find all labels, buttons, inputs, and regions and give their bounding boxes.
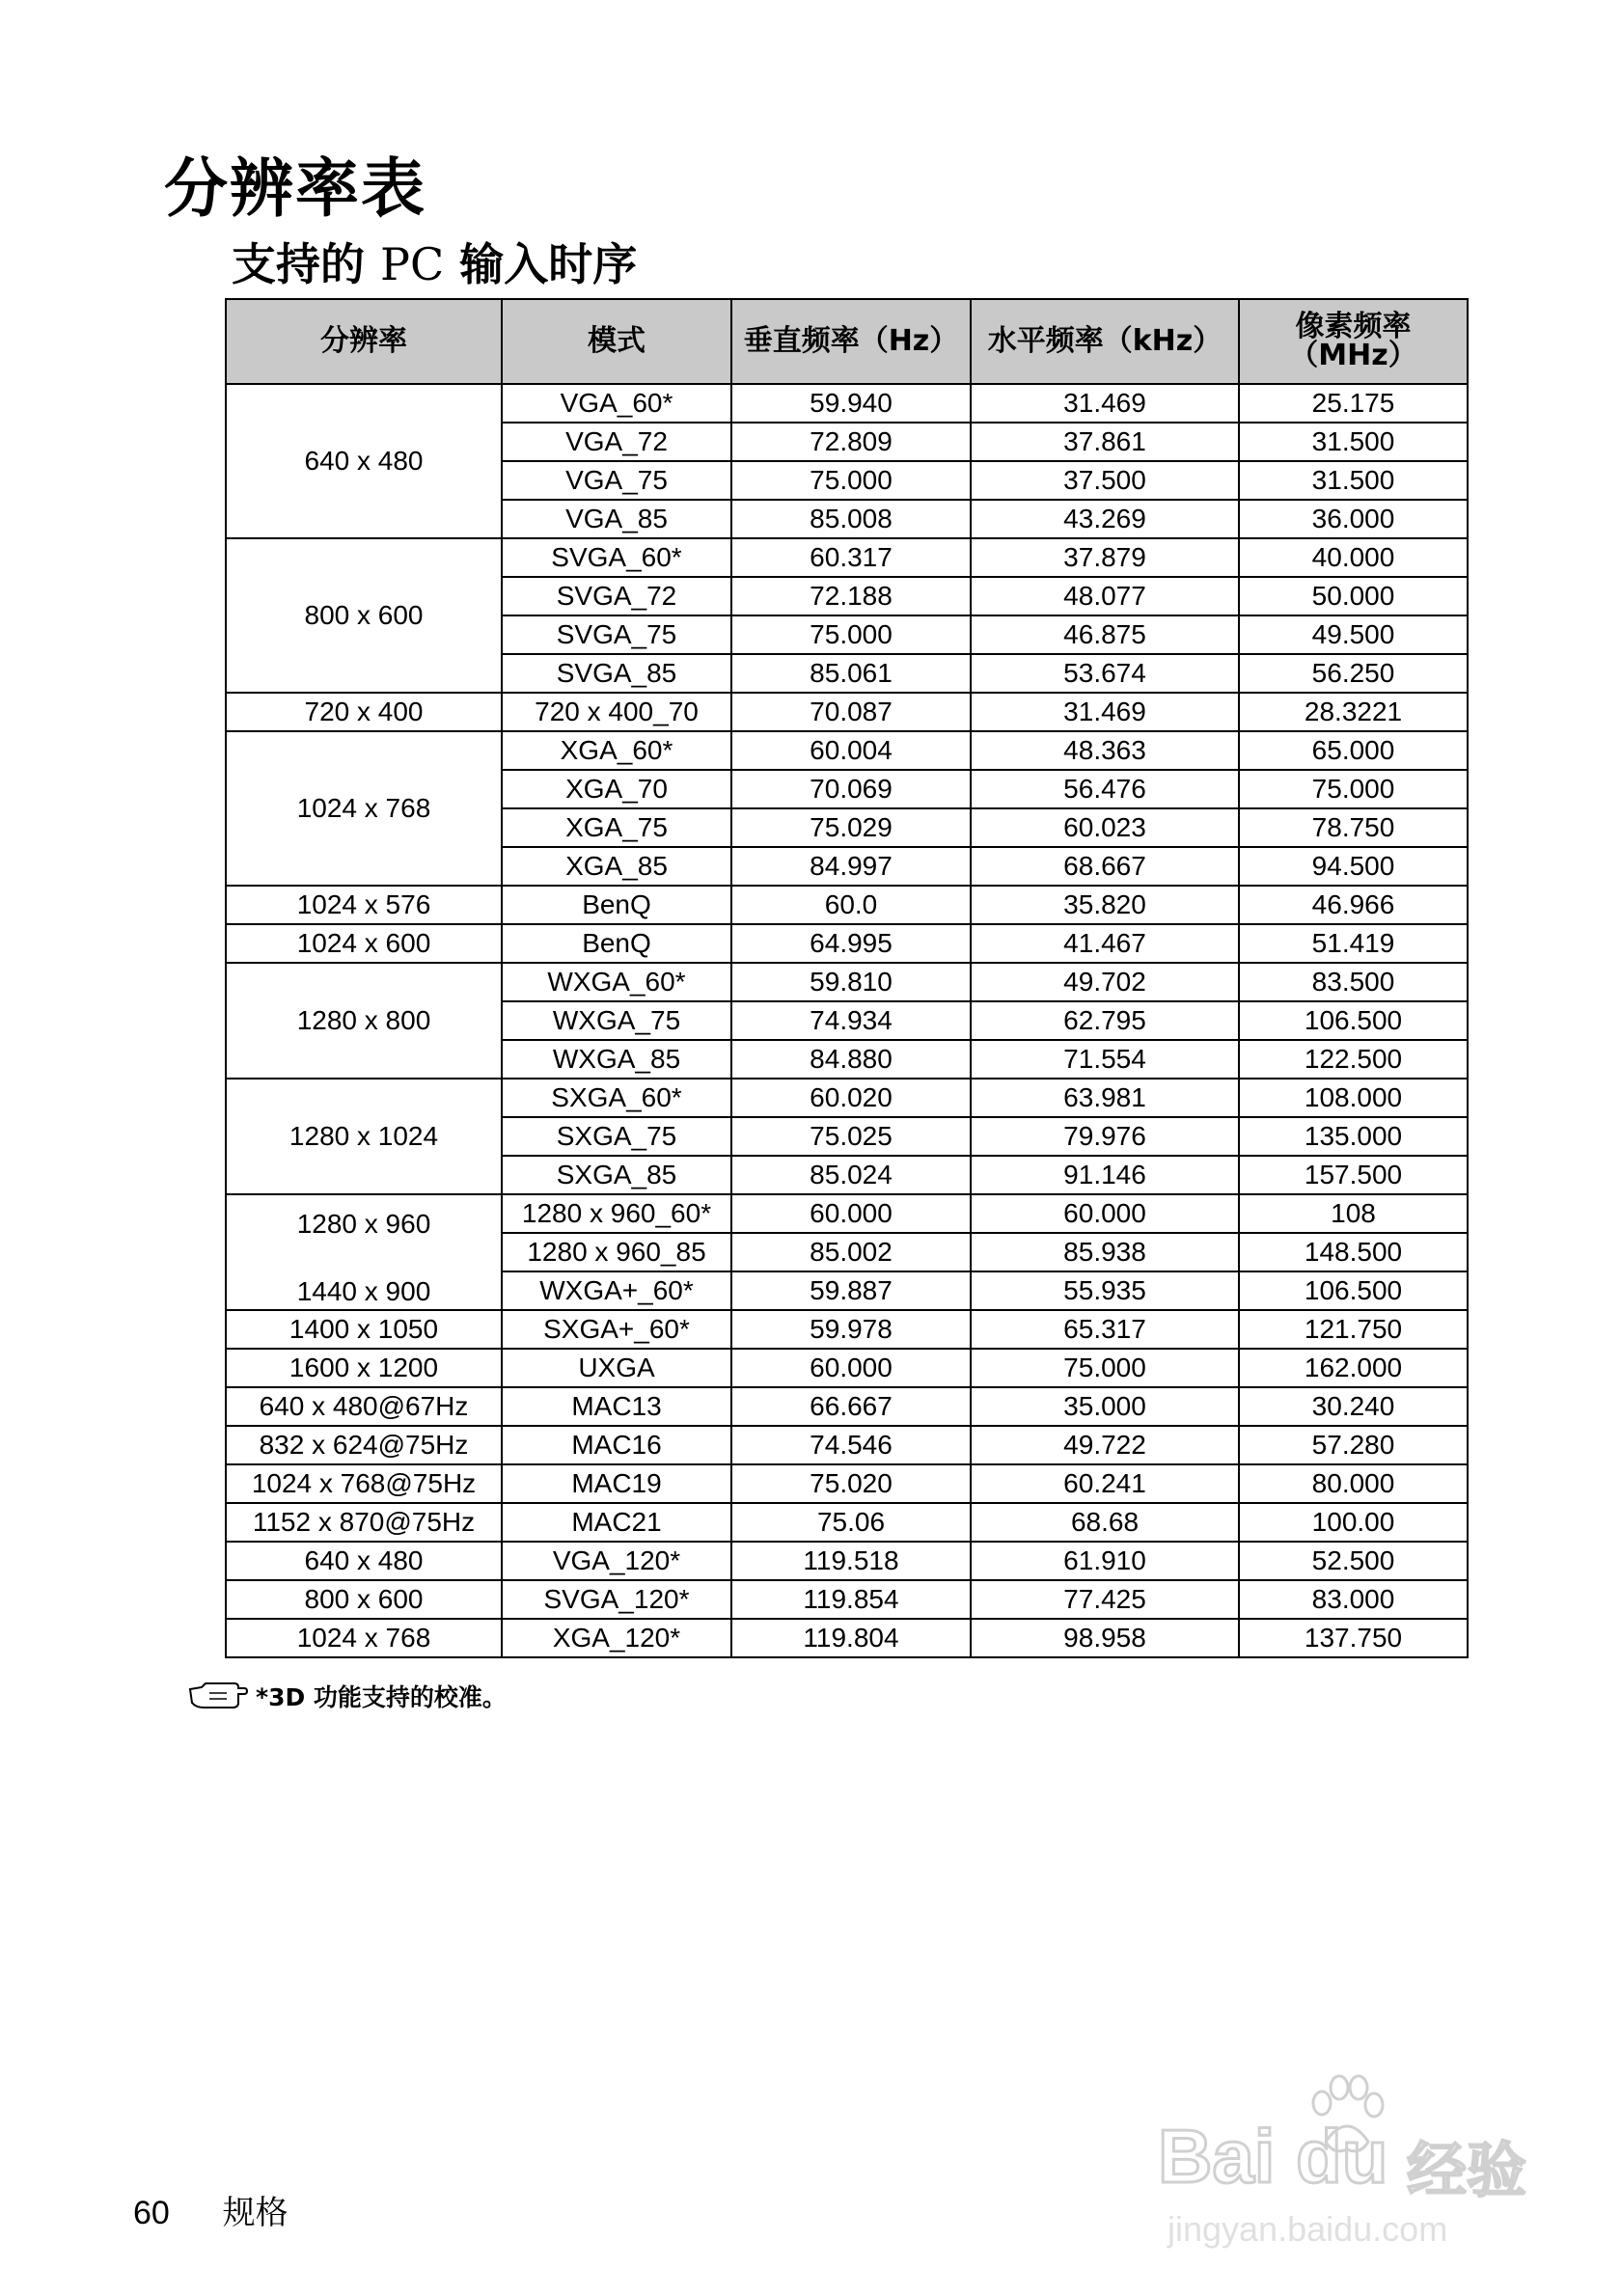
cell-mode: WXGA+_60* bbox=[502, 1271, 731, 1310]
cell-horizontal-freq: 65.317 bbox=[971, 1310, 1239, 1349]
cell-vertical-freq: 60.000 bbox=[731, 1349, 971, 1387]
watermark-brand: Bai du bbox=[1158, 2114, 1388, 2199]
cell-mode: XGA_85 bbox=[502, 847, 731, 886]
cell-vertical-freq: 72.809 bbox=[731, 423, 971, 461]
cell-horizontal-freq: 46.875 bbox=[971, 615, 1239, 654]
header-horizontal-freq: 水平频率（kHz） bbox=[971, 299, 1239, 384]
cell-mode: 1280 x 960_85 bbox=[502, 1233, 731, 1271]
cell-resolution: 1024 x 576 bbox=[226, 886, 502, 924]
cell-pixel-freq: 57.280 bbox=[1239, 1426, 1468, 1464]
cell-mode: VGA_120* bbox=[502, 1542, 731, 1580]
cell-pixel-freq: 75.000 bbox=[1239, 770, 1468, 808]
split-resolution bbox=[227, 1195, 501, 1309]
cell-mode: MAC19 bbox=[502, 1464, 731, 1503]
cell-horizontal-freq: 68.68 bbox=[971, 1503, 1239, 1542]
cell-pixel-freq: 49.500 bbox=[1239, 615, 1468, 654]
table-row bbox=[226, 1349, 1468, 1387]
cell-resolution: 640 x 480@67Hz bbox=[226, 1387, 502, 1426]
cell-vertical-freq: 59.978 bbox=[731, 1310, 971, 1349]
cell-horizontal-freq: 85.938 bbox=[971, 1233, 1239, 1271]
cell-mode: WXGA_85 bbox=[502, 1040, 731, 1079]
table-row bbox=[226, 963, 1468, 1001]
cell-horizontal-freq: 62.795 bbox=[971, 1001, 1239, 1040]
cell-pixel-freq: 106.500 bbox=[1239, 1001, 1468, 1040]
cell-mode: BenQ bbox=[502, 886, 731, 924]
cell-pixel-freq: 65.000 bbox=[1239, 731, 1468, 770]
table-row bbox=[226, 1426, 1468, 1464]
cell-mode: UXGA bbox=[502, 1349, 731, 1387]
cell-vertical-freq: 60.0 bbox=[731, 886, 971, 924]
cell-horizontal-freq: 77.425 bbox=[971, 1580, 1239, 1619]
cell-horizontal-freq: 71.554 bbox=[971, 1040, 1239, 1079]
table-row bbox=[226, 1310, 1468, 1349]
cell-pixel-freq: 46.966 bbox=[1239, 886, 1468, 924]
cell-pixel-freq: 78.750 bbox=[1239, 808, 1468, 847]
cell-pixel-freq: 137.750 bbox=[1239, 1619, 1468, 1657]
cell-resolution: 1024 x 768 bbox=[226, 1619, 502, 1657]
subtitle-latin: PC bbox=[380, 238, 445, 290]
cell-pixel-freq: 51.419 bbox=[1239, 924, 1468, 963]
cell-mode: XGA_60* bbox=[502, 731, 731, 770]
cell-mode: XGA_75 bbox=[502, 808, 731, 847]
subtitle-prefix: 支持的 bbox=[232, 238, 365, 290]
cell-resolution: 1024 x 768 bbox=[226, 731, 502, 886]
table-header-row bbox=[226, 299, 1468, 384]
cell-mode: SVGA_120* bbox=[502, 1580, 731, 1619]
cell-vertical-freq: 64.995 bbox=[731, 924, 971, 963]
table-row bbox=[226, 1542, 1468, 1580]
cell-mode: MAC21 bbox=[502, 1503, 731, 1542]
cell-horizontal-freq: 37.879 bbox=[971, 538, 1239, 577]
cell-resolution-bottom: 1440 x 900 bbox=[296, 1276, 431, 1306]
page-title: 分辨率表 bbox=[164, 151, 426, 226]
cell-pixel-freq: 94.500 bbox=[1239, 847, 1468, 886]
cell-mode: SXGA_75 bbox=[502, 1117, 731, 1156]
cell-horizontal-freq: 98.958 bbox=[971, 1619, 1239, 1657]
cell-resolution: 1152 x 870@75Hz bbox=[226, 1503, 502, 1542]
cell-resolution: 720 x 400 bbox=[226, 693, 502, 731]
header-resolution: 分辨率 bbox=[226, 299, 502, 384]
cell-vertical-freq: 75.029 bbox=[731, 808, 971, 847]
cell-vertical-freq: 59.940 bbox=[731, 384, 971, 423]
cell-resolution: 1400 x 1050 bbox=[226, 1310, 502, 1349]
cell-pixel-freq: 50.000 bbox=[1239, 577, 1468, 615]
table-row bbox=[226, 1079, 1468, 1117]
cell-vertical-freq: 72.188 bbox=[731, 577, 971, 615]
cell-mode: SXGA_60* bbox=[502, 1079, 731, 1117]
cell-horizontal-freq: 48.077 bbox=[971, 577, 1239, 615]
cell-horizontal-freq: 37.861 bbox=[971, 423, 1239, 461]
table-row bbox=[226, 1464, 1468, 1503]
cell-vertical-freq: 60.317 bbox=[731, 538, 971, 577]
cell-vertical-freq: 119.854 bbox=[731, 1580, 971, 1619]
watermark-product: 经验 bbox=[1407, 2135, 1527, 2205]
cell-horizontal-freq: 53.674 bbox=[971, 654, 1239, 693]
cell-vertical-freq: 84.997 bbox=[731, 847, 971, 886]
cell-vertical-freq: 84.880 bbox=[731, 1040, 971, 1079]
cell-vertical-freq: 75.000 bbox=[731, 461, 971, 500]
cell-horizontal-freq: 60.023 bbox=[971, 808, 1239, 847]
cell-horizontal-freq: 48.363 bbox=[971, 731, 1239, 770]
cell-mode: SXGA+_60* bbox=[502, 1310, 731, 1349]
cell-mode: VGA_75 bbox=[502, 461, 731, 500]
cell-horizontal-freq: 41.467 bbox=[971, 924, 1239, 963]
cell-mode: 720 x 400_70 bbox=[502, 693, 731, 731]
cell-pixel-freq: 121.750 bbox=[1239, 1310, 1468, 1349]
cell-mode: VGA_72 bbox=[502, 423, 731, 461]
cell-resolution: 832 x 624@75Hz bbox=[226, 1426, 502, 1464]
pointing-hand-icon bbox=[188, 1681, 248, 1710]
cell-resolution: 1024 x 768@75Hz bbox=[226, 1464, 502, 1503]
cell-pixel-freq: 36.000 bbox=[1239, 500, 1468, 538]
cell-mode: MAC16 bbox=[502, 1426, 731, 1464]
cell-resolution: 1600 x 1200 bbox=[226, 1349, 502, 1387]
cell-resolution: 1280 x 1024 bbox=[226, 1079, 502, 1194]
cell-vertical-freq: 74.546 bbox=[731, 1426, 971, 1464]
cell-mode: MAC13 bbox=[502, 1387, 731, 1426]
cell-mode: SVGA_75 bbox=[502, 615, 731, 654]
table-row bbox=[226, 924, 1468, 963]
cell-pixel-freq: 28.3221 bbox=[1239, 693, 1468, 731]
table-row bbox=[226, 731, 1468, 770]
cell-vertical-freq: 85.002 bbox=[731, 1233, 971, 1271]
table-row bbox=[226, 1503, 1468, 1542]
cell-mode: SXGA_85 bbox=[502, 1156, 731, 1194]
cell-pixel-freq: 122.500 bbox=[1239, 1040, 1468, 1079]
cell-pixel-freq: 83.000 bbox=[1239, 1580, 1468, 1619]
cell-vertical-freq: 70.087 bbox=[731, 693, 971, 731]
cell-horizontal-freq: 79.976 bbox=[971, 1117, 1239, 1156]
cell-horizontal-freq: 75.000 bbox=[971, 1349, 1239, 1387]
header-pixel-freq: 像素频率（MHz） bbox=[1239, 299, 1468, 384]
cell-vertical-freq: 119.804 bbox=[731, 1619, 971, 1657]
cell-horizontal-freq: 43.269 bbox=[971, 500, 1239, 538]
table-row bbox=[226, 384, 1468, 423]
baidu-watermark bbox=[1158, 2074, 1544, 2267]
cell-pixel-freq: 108 bbox=[1239, 1194, 1468, 1233]
cell-pixel-freq: 157.500 bbox=[1239, 1156, 1468, 1194]
cell-horizontal-freq: 35.000 bbox=[971, 1387, 1239, 1426]
cell-resolution: 1280 x 800 bbox=[226, 963, 502, 1079]
cell-vertical-freq: 59.887 bbox=[731, 1271, 971, 1310]
cell-resolution: 800 x 600 bbox=[226, 1580, 502, 1619]
cell-mode: VGA_85 bbox=[502, 500, 731, 538]
cell-vertical-freq: 60.020 bbox=[731, 1079, 971, 1117]
cell-mode: 1280 x 960_60* bbox=[502, 1194, 731, 1233]
table-row bbox=[226, 886, 1468, 924]
table-row bbox=[226, 1580, 1468, 1619]
cell-pixel-freq: 56.250 bbox=[1239, 654, 1468, 693]
cell-vertical-freq: 74.934 bbox=[731, 1001, 971, 1040]
cell-mode: WXGA_60* bbox=[502, 963, 731, 1001]
cell-pixel-freq: 30.240 bbox=[1239, 1387, 1468, 1426]
cell-mode: SVGA_72 bbox=[502, 577, 731, 615]
cell-horizontal-freq: 31.469 bbox=[971, 693, 1239, 731]
table-row bbox=[226, 1194, 1468, 1233]
cell-resolution: 640 x 480 bbox=[226, 1542, 502, 1580]
cell-resolution: 640 x 480 bbox=[226, 384, 502, 538]
cell-pixel-freq: 31.500 bbox=[1239, 423, 1468, 461]
cell-resolution-top: 1280 x 960 bbox=[296, 1209, 431, 1239]
cell-horizontal-freq: 31.469 bbox=[971, 384, 1239, 423]
cell-horizontal-freq: 49.722 bbox=[971, 1426, 1239, 1464]
header-vertical-freq: 垂直频率（Hz） bbox=[731, 299, 971, 384]
cell-horizontal-freq: 37.500 bbox=[971, 461, 1239, 500]
cell-mode: WXGA_75 bbox=[502, 1001, 731, 1040]
cell-vertical-freq: 75.025 bbox=[731, 1117, 971, 1156]
cell-horizontal-freq: 35.820 bbox=[971, 886, 1239, 924]
footnote bbox=[188, 1679, 507, 1713]
cell-pixel-freq: 162.000 bbox=[1239, 1349, 1468, 1387]
table-row bbox=[226, 538, 1468, 577]
cell-resolution bbox=[226, 1194, 502, 1310]
cell-vertical-freq: 60.004 bbox=[731, 731, 971, 770]
cell-vertical-freq: 85.008 bbox=[731, 500, 971, 538]
cell-pixel-freq: 25.175 bbox=[1239, 384, 1468, 423]
table-body bbox=[226, 384, 1468, 1657]
cell-vertical-freq: 70.069 bbox=[731, 770, 971, 808]
cell-pixel-freq: 135.000 bbox=[1239, 1117, 1468, 1156]
cell-mode: BenQ bbox=[502, 924, 731, 963]
cell-pixel-freq: 108.000 bbox=[1239, 1079, 1468, 1117]
cell-pixel-freq: 31.500 bbox=[1239, 461, 1468, 500]
cell-horizontal-freq: 55.935 bbox=[971, 1271, 1239, 1310]
watermark-url: jingyan.baidu.com bbox=[1168, 2209, 1448, 2249]
cell-pixel-freq: 83.500 bbox=[1239, 963, 1468, 1001]
cell-vertical-freq: 85.024 bbox=[731, 1156, 971, 1194]
page-number: 60 bbox=[133, 2195, 170, 2231]
subtitle-suffix: 输入时序 bbox=[459, 238, 638, 290]
cell-mode: XGA_120* bbox=[502, 1619, 731, 1657]
cell-pixel-freq: 52.500 bbox=[1239, 1542, 1468, 1580]
cell-horizontal-freq: 68.667 bbox=[971, 847, 1239, 886]
cell-vertical-freq: 59.810 bbox=[731, 963, 971, 1001]
cell-pixel-freq: 100.00 bbox=[1239, 1503, 1468, 1542]
cell-mode: SVGA_85 bbox=[502, 654, 731, 693]
header-mode: 模式 bbox=[502, 299, 731, 384]
cell-horizontal-freq: 91.146 bbox=[971, 1156, 1239, 1194]
cell-horizontal-freq: 63.981 bbox=[971, 1079, 1239, 1117]
cell-vertical-freq: 75.000 bbox=[731, 615, 971, 654]
cell-mode: XGA_70 bbox=[502, 770, 731, 808]
page-footer bbox=[133, 2186, 288, 2233]
cell-vertical-freq: 119.518 bbox=[731, 1542, 971, 1580]
cell-vertical-freq: 66.667 bbox=[731, 1387, 971, 1426]
cell-pixel-freq: 40.000 bbox=[1239, 538, 1468, 577]
cell-mode: SVGA_60* bbox=[502, 538, 731, 577]
cell-horizontal-freq: 56.476 bbox=[971, 770, 1239, 808]
cell-vertical-freq: 75.06 bbox=[731, 1503, 971, 1542]
cell-pixel-freq: 148.500 bbox=[1239, 1233, 1468, 1271]
cell-horizontal-freq: 60.000 bbox=[971, 1194, 1239, 1233]
footer-section: 规格 bbox=[222, 2194, 288, 2232]
section-subtitle bbox=[232, 230, 637, 293]
table-row bbox=[226, 693, 1468, 731]
cell-resolution: 1024 x 600 bbox=[226, 924, 502, 963]
cell-pixel-freq: 80.000 bbox=[1239, 1464, 1468, 1503]
resolution-table bbox=[225, 298, 1469, 1658]
cell-resolution: 800 x 600 bbox=[226, 538, 502, 693]
cell-pixel-freq: 106.500 bbox=[1239, 1271, 1468, 1310]
table-row bbox=[226, 1619, 1468, 1657]
cell-horizontal-freq: 60.241 bbox=[971, 1464, 1239, 1503]
cell-horizontal-freq: 49.702 bbox=[971, 963, 1239, 1001]
cell-vertical-freq: 85.061 bbox=[731, 654, 971, 693]
cell-vertical-freq: 75.020 bbox=[731, 1464, 971, 1503]
cell-vertical-freq: 60.000 bbox=[731, 1194, 971, 1233]
footnote-text: *3D 功能支持的校准。 bbox=[256, 1683, 507, 1711]
cell-horizontal-freq: 61.910 bbox=[971, 1542, 1239, 1580]
table-row bbox=[226, 1387, 1468, 1426]
cell-mode: VGA_60* bbox=[502, 384, 731, 423]
